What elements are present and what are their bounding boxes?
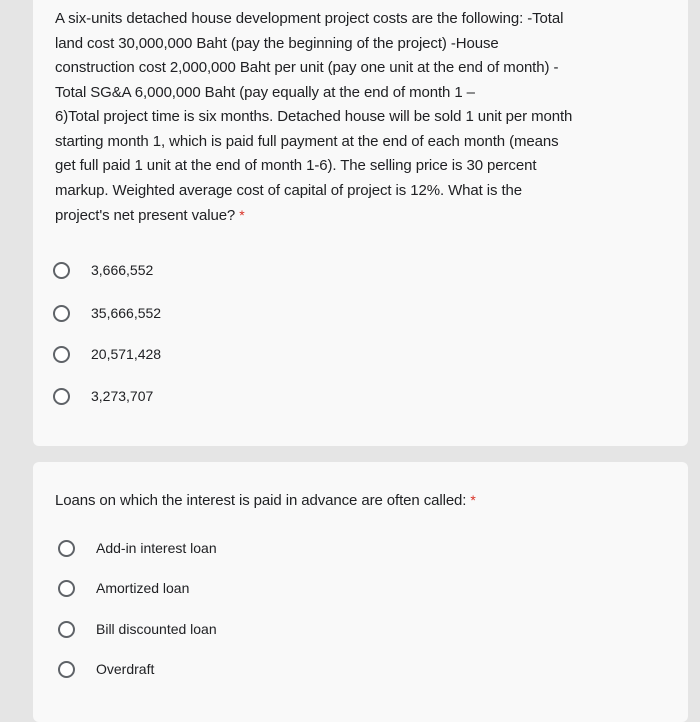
option-label: 20,571,428 <box>91 346 162 362</box>
option-overdraft[interactable] <box>58 657 154 681</box>
option-20571428[interactable] <box>53 342 161 366</box>
radio-button[interactable] <box>53 346 70 363</box>
option-label: 35,666,552 <box>91 305 162 321</box>
option-label: Overdraft <box>96 661 155 677</box>
radio-button[interactable] <box>58 540 75 557</box>
option-3666552[interactable] <box>53 258 153 282</box>
option-amortized-loan[interactable] <box>58 576 189 600</box>
radio-button[interactable] <box>53 262 70 279</box>
option-label: Amortized loan <box>96 580 190 596</box>
option-bill-discounted-loan[interactable] <box>58 617 217 641</box>
option-label: Bill discounted loan <box>96 621 217 637</box>
option-label: Add-in interest loan <box>96 540 217 556</box>
option-label: 3,666,552 <box>91 262 154 278</box>
required-asterisk: * <box>239 207 245 223</box>
option-3273707[interactable] <box>53 384 153 408</box>
radio-button[interactable] <box>58 661 75 678</box>
radio-button[interactable] <box>58 621 75 638</box>
radio-button[interactable] <box>58 580 75 597</box>
radio-button[interactable] <box>53 388 70 405</box>
question-text: A six-units detached house development project costs are the following: -Total land cost 30,000,000 Baht (pay the beginning of the project) -House construction cost 2,000,000 Baht per unit (pay one unit at the end of month) - Total SG&A 6,000,000 Baht (pay equally at the end of month 1 – 6)Total project time is six months. Detached house will be sold 1 unit per month starting month 1, which is paid full payment at the end of each month (means get full paid 1 unit at the end of month 1-6). The selling price is 30 percent markup. Weighted average cost of capital of project is 12%. What is the project's net present value? * <box>55 10 573 224</box>
option-35666552[interactable] <box>53 301 161 325</box>
radio-button[interactable] <box>53 305 70 322</box>
question-card-loans <box>33 462 688 722</box>
question-card-npv <box>33 0 688 446</box>
option-label: 3,273,707 <box>91 388 154 404</box>
option-add-in-interest-loan[interactable] <box>58 536 217 560</box>
required-asterisk: * <box>470 492 476 508</box>
question-text: Loans on which the interest is paid in advance are often called: * <box>55 492 476 509</box>
